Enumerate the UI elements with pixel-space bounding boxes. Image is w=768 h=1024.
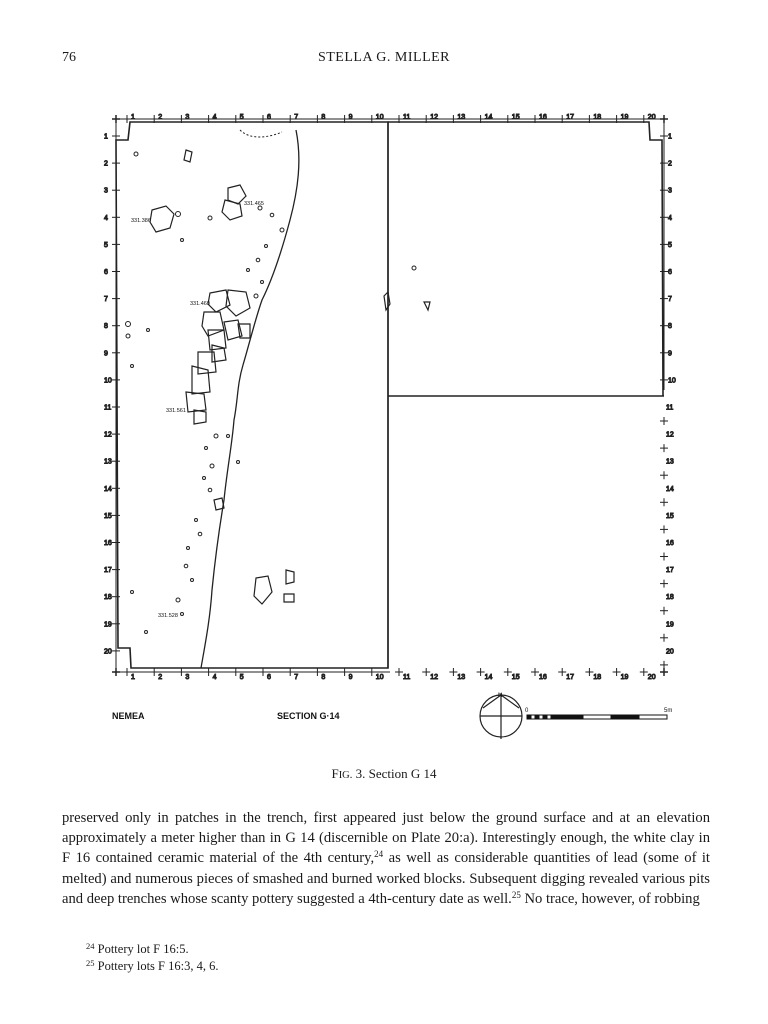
right-tick-label: 9 <box>668 350 672 358</box>
top-tick-label: 12 <box>430 114 438 121</box>
right-tick-label: 6 <box>668 269 672 276</box>
right-tick-label: 14 <box>666 485 674 493</box>
footnotes <box>86 941 218 975</box>
left-tick-label: 1 <box>104 133 108 141</box>
left-tick-label: 19 <box>104 621 112 629</box>
ground-edge-line-top <box>240 130 282 137</box>
scale-start-label: 0 <box>525 708 529 714</box>
top-tick-label: 14 <box>484 114 493 121</box>
left-tick-label: 5 <box>104 241 108 249</box>
left-tick-label: 6 <box>104 269 108 276</box>
right-tick-label: 13 <box>666 458 674 466</box>
top-tick-label: 11 <box>403 114 411 121</box>
left-tick-label: 14 <box>104 485 112 493</box>
left-tick-label: 20 <box>104 648 112 656</box>
left-tick-label: 15 <box>104 512 112 520</box>
left-tick-label: 8 <box>104 323 108 331</box>
bottom-tick-label: 9 <box>348 674 353 681</box>
bottom-tick-label: 7 <box>294 674 299 681</box>
left-tick-label: 3 <box>104 187 108 195</box>
grid-ticks <box>104 114 676 681</box>
top-tick-label: 17 <box>566 114 574 121</box>
find-label: 331.465 <box>244 201 264 207</box>
find-label: 331.528 <box>158 613 178 619</box>
page-number: 76 <box>62 50 76 65</box>
top-tick-label: 8 <box>321 114 326 121</box>
north-label: N <box>498 693 503 699</box>
trench-outline-right <box>388 122 663 394</box>
top-tick-label: 20 <box>647 114 656 121</box>
left-tick-label: 13 <box>104 458 112 466</box>
footnote: $^{25}$ Pottery lots F 16:3, 4, 6. <box>86 958 219 973</box>
left-tick-label: 18 <box>104 594 112 602</box>
left-tick-label: 11 <box>104 404 112 412</box>
find-label: 331.386 <box>131 218 151 224</box>
right-tick-label: 12 <box>666 431 674 439</box>
bottom-tick-label: 19 <box>620 674 629 681</box>
left-tick-label: 7 <box>104 296 108 304</box>
right-tick-label: 15 <box>666 512 674 520</box>
right-tick-label: 10 <box>668 377 676 385</box>
scale-bar <box>527 715 667 719</box>
find-label: 331.469 <box>190 301 210 307</box>
bottom-tick-label: 13 <box>457 674 466 681</box>
footnote: $^{24}$ Pottery lot F 16:5. <box>86 941 189 956</box>
top-tick-label: 13 <box>457 114 466 121</box>
right-tick-label: 7 <box>668 296 672 304</box>
top-tick-label: 2 <box>158 114 163 121</box>
left-tick-label: 10 <box>104 377 112 385</box>
bottom-tick-label: 10 <box>375 674 384 681</box>
top-tick-label: 7 <box>294 114 299 121</box>
top-tick-label: 19 <box>620 114 629 121</box>
bottom-tick-label: 2 <box>158 674 163 681</box>
right-tick-label: 20 <box>666 648 674 656</box>
bottom-tick-label: 5 <box>239 674 244 681</box>
figure-caption: FIG. 3. Section G 14 <box>331 766 437 781</box>
right-tick-label: 19 <box>666 621 674 629</box>
right-tick-label: 16 <box>666 540 674 547</box>
bottom-tick-label: 18 <box>593 674 602 681</box>
right-tick-label: 4 <box>668 214 672 222</box>
left-tick-label: 2 <box>104 160 108 168</box>
small-pebbles <box>126 152 417 634</box>
left-tick-label: 9 <box>104 350 108 358</box>
bottom-tick-label: 3 <box>185 674 190 681</box>
top-tick-label: 1 <box>131 114 135 121</box>
right-tick-label: 2 <box>668 160 672 168</box>
bottom-tick-label: 8 <box>321 674 326 681</box>
ground-edge-line <box>201 130 299 668</box>
site-label: NEMEA <box>112 711 145 721</box>
right-tick-label: 17 <box>666 567 674 575</box>
bottom-tick-label: 20 <box>647 674 656 681</box>
north-arrow-icon <box>480 693 522 739</box>
running-head: STELLA G. MILLER <box>317 50 451 65</box>
scale-end-label: 5m <box>664 708 673 714</box>
top-tick-label: 6 <box>267 114 271 121</box>
right-tick-label: 11 <box>666 404 674 412</box>
top-tick-label: 4 <box>212 114 217 121</box>
right-tick-label: 3 <box>668 187 672 195</box>
top-tick-label: 5 <box>239 114 244 121</box>
top-tick-label: 16 <box>539 114 547 121</box>
top-tick-label: 18 <box>593 114 602 121</box>
top-tick-label: 3 <box>185 114 190 121</box>
bottom-tick-label: 17 <box>566 674 574 681</box>
top-tick-label: 15 <box>511 114 520 121</box>
left-tick-label: 12 <box>104 431 112 439</box>
section-label: SECTION G·14 <box>277 711 340 721</box>
bottom-tick-label: 6 <box>267 674 271 681</box>
bottom-tick-label: 1 <box>131 674 135 681</box>
body-paragraph: preserved only in patches in the trench, first appeared just below the ground surface and at an elevation approximately a meter higher than in G 14 (discernible on Plate 20:a). Interestingly enough, the white clay in F 16 contained ceramic material of the 4th century,$^{24}$ as well as considerable quantities of lead (some of it melted) and numerous pieces of smashed and burned worked blocks. Subsequent digging revealed various pits and deep trenches whose scanty pottery suggested a 4th-century date as well.$^{25}$ No trace, however, of robbing <box>62 810 710 907</box>
bottom-tick-label: 16 <box>539 674 547 681</box>
right-tick-label: 18 <box>666 594 674 602</box>
left-tick-label: 17 <box>104 567 112 575</box>
bottom-tick-label: 11 <box>403 674 411 681</box>
right-tick-label: 1 <box>668 133 672 141</box>
bottom-tick-label: 4 <box>212 674 217 681</box>
bottom-tick-label: 12 <box>430 674 438 681</box>
top-tick-label: 10 <box>375 114 384 121</box>
left-tick-label: 16 <box>104 540 112 547</box>
footnote-ref[interactable]: 24 <box>374 849 384 860</box>
right-tick-label: 8 <box>668 323 672 331</box>
right-tick-label: 5 <box>668 241 672 249</box>
top-tick-label: 9 <box>348 114 353 121</box>
bottom-tick-label: 15 <box>511 674 520 681</box>
left-tick-label: 4 <box>104 214 108 222</box>
find-label: 331.561 <box>166 408 186 414</box>
bottom-tick-label: 14 <box>484 674 493 681</box>
footnote-ref[interactable]: 25 <box>511 889 521 900</box>
